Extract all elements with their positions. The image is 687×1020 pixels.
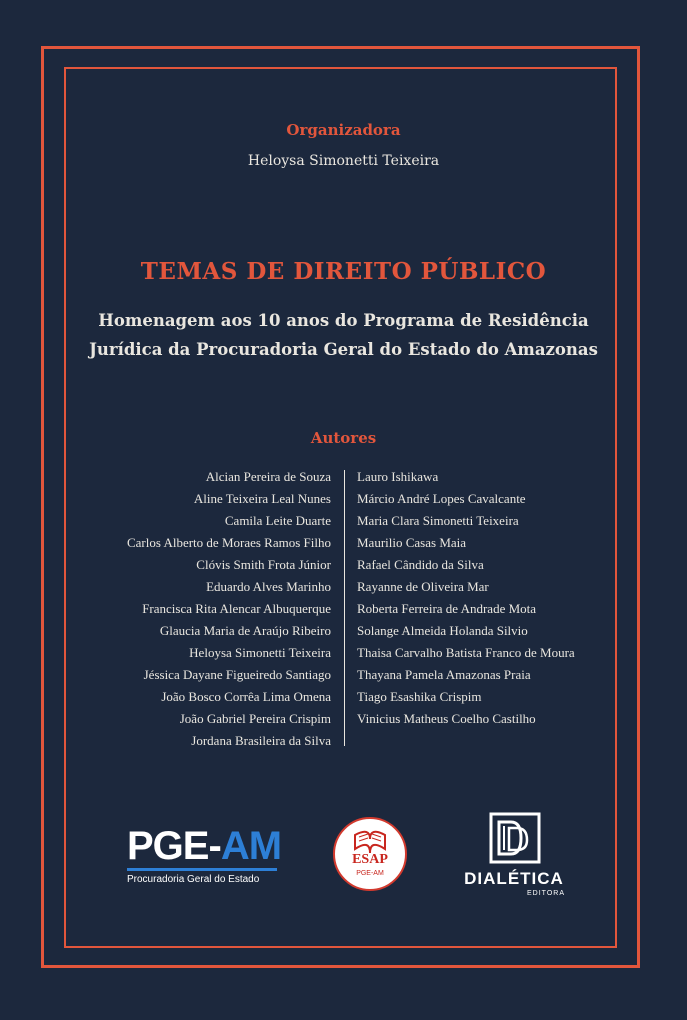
author-name: Camila Leite Duarte <box>224 513 331 528</box>
author-name: Carlos Alberto de Moraes Ramos Filho <box>126 535 331 550</box>
authors-list-left <box>31 466 331 752</box>
author-name: Heloysa Simonetti Teixeira <box>189 645 331 660</box>
author-name: Rafael Cândido da Silva <box>357 557 484 572</box>
author-name: Eduardo Alves Marinho <box>206 579 331 594</box>
subtitle-line-1: Homenagem aos 10 anos do Programa de Residência <box>98 311 589 330</box>
author-name: Thayana Pamela Amazonas Praia <box>357 667 531 682</box>
organizer-name: Heloysa Simonetti Teixeira <box>247 153 440 169</box>
authors-label: Autores <box>310 429 377 447</box>
authors-divider <box>344 470 345 746</box>
pge-wordmark-main: PGE <box>127 824 209 868</box>
author-name: João Gabriel Pereira Crispim <box>179 711 331 726</box>
pge-wordmark-dash: - <box>208 824 221 868</box>
author-name: Solange Almeida Holanda Silvio <box>357 623 528 638</box>
author-name: Maria Clara Simonetti Teixeira <box>357 513 519 528</box>
pge-caption: Procuradoria Geral do Estado <box>127 874 260 885</box>
author-name: Jordana Brasileira da Silva <box>191 733 331 748</box>
author-name: Clóvis Smith Frota Júnior <box>196 557 331 572</box>
authors-list-right <box>357 466 637 730</box>
author-name: Lauro Ishikawa <box>357 469 439 484</box>
author-name: Roberta Ferreira de Andrade Mota <box>357 601 537 616</box>
pge-wordmark-accent: AM <box>220 824 282 868</box>
dialetica-logo <box>455 810 575 905</box>
publisher-caption: EDITORA <box>527 890 565 897</box>
author-name: Jéssica Dayane Figueiredo Santiago <box>143 667 331 682</box>
author-name: Alcian Pereira de Souza <box>205 469 331 484</box>
publisher-name: DIALÉTICA <box>464 869 564 888</box>
esap-name: ESAP <box>352 852 388 867</box>
book-subtitle <box>0 306 687 364</box>
author-name: Aline Teixeira Leal Nunes <box>193 491 331 506</box>
organizer-label: Organizadora <box>286 121 401 139</box>
author-name: Rayanne de Oliveira Mar <box>357 579 489 594</box>
author-name: Maurilio Casas Maia <box>357 535 467 550</box>
esap-caption: PGE-AM <box>356 870 384 877</box>
author-name: Tiago Esashika Crispim <box>357 689 482 704</box>
author-name: Glaucia Maria de Araújo Ribeiro <box>159 623 331 638</box>
subtitle-line-2: Jurídica da Procuradoria Geral do Estado do Amazonas <box>89 340 598 359</box>
pge-underline <box>127 868 277 871</box>
author-name: Márcio André Lopes Cavalcante <box>357 491 526 506</box>
author-name: Thaisa Carvalho Batista Franco de Moura <box>357 645 575 660</box>
dialetica-mark-icon <box>455 810 575 868</box>
book-title: TEMAS DE DIREITO PÚBLICO <box>140 258 547 285</box>
author-name: Vinicius Matheus Coelho Castilho <box>357 711 536 726</box>
author-name: João Bosco Corrêa Lima Omena <box>161 689 331 704</box>
pge-wordmark <box>127 826 281 866</box>
author-name: Francisca Rita Alencar Albuquerque <box>142 601 331 616</box>
esap-seal-logo <box>333 817 407 891</box>
pge-am-logo <box>127 826 287 896</box>
